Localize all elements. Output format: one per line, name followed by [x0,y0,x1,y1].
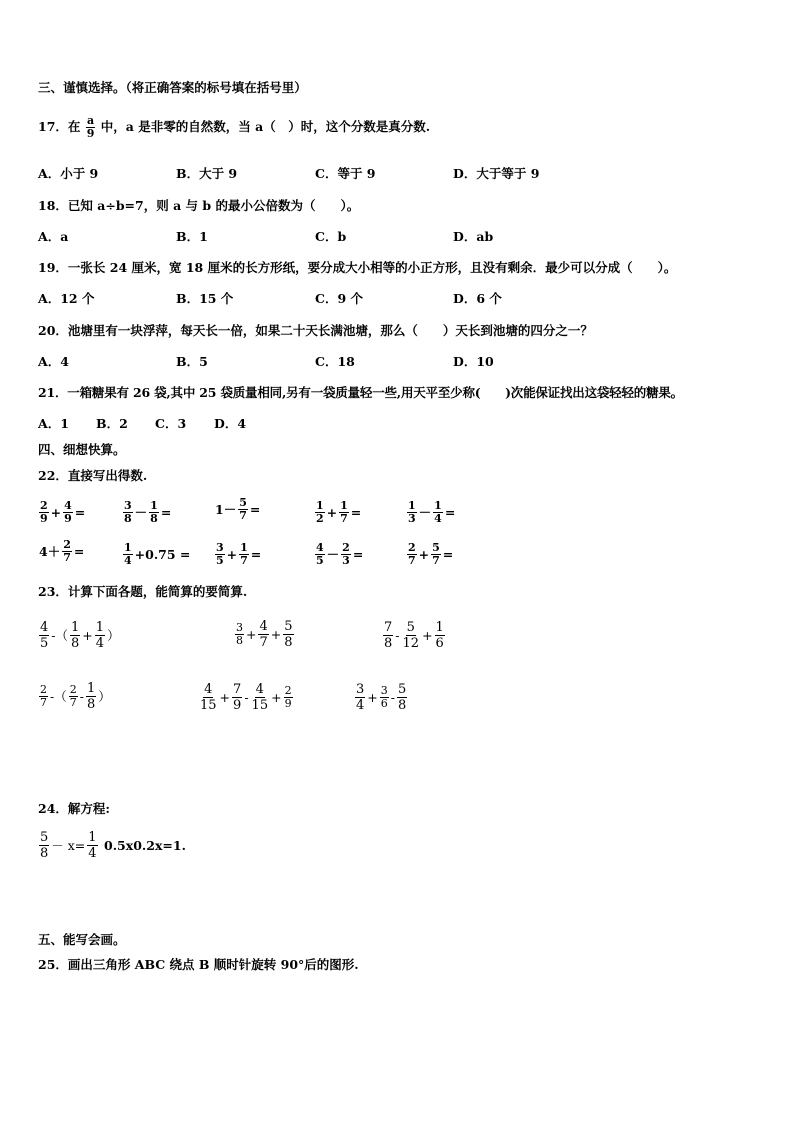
numerator: 4 [64,499,72,512]
option-c[interactable]: C．b [315,229,347,244]
math-item [122,497,172,525]
denominator: 3 [408,512,416,525]
denominator: 7 [432,554,440,567]
denominator: 4 [88,846,97,861]
math-operator: - [395,627,400,643]
question-19: 19．一张长 24 厘米，宽 18 厘米的长方形纸，要分成大小相等的小正方形，且没有剩余．最少可以分成（ ）。 [38,260,677,275]
equation-2: 0.5x0.2x=1. [104,838,186,853]
option-a[interactable]: A．小于 9 [38,166,99,181]
option-d[interactable]: D．4 [214,416,247,431]
question-24-title: 24．解方程: [38,801,111,816]
denominator: 12 [402,636,420,651]
math-operator: - [79,688,84,704]
math-expression [122,542,191,567]
fraction [63,500,73,525]
option-a[interactable]: A．1 [38,416,69,431]
math-item [198,681,294,713]
denominator: 7 [408,554,416,567]
math-operator: + [418,546,430,562]
math-item [214,539,262,567]
math-expression [38,539,85,564]
question-21: 21．一箱糖果有 26 袋,其中 25 袋质量相同,另有一袋质量轻一些,用天平至少称( )次能保证找出这袋轻轻的糖果。 [38,385,683,400]
numerator: 3 [124,499,132,512]
option-b[interactable]: B．2 [96,416,128,431]
fraction [315,500,325,525]
math-operator: － [326,546,340,562]
numerator: 3 [236,621,243,634]
denominator: 6 [380,697,388,710]
math-item [38,681,112,712]
fraction [215,542,225,567]
option-c[interactable]: C．9 个 [315,291,363,306]
numerator: 4 [40,620,49,635]
math-expression [314,500,362,525]
math-operator: = [352,546,364,562]
denominator: 8 [236,634,243,647]
numerator: 7 [384,620,393,635]
denominator: 4 [124,554,132,567]
fraction [284,685,293,710]
math-item [406,539,454,567]
question-text-before: 在 [67,119,81,134]
math-expression [314,542,364,567]
fraction [87,830,97,861]
section-title: 五、能写会画。 [38,932,126,947]
fraction [341,542,351,567]
math-operator: - [390,689,395,705]
option-d[interactable]: D．大于等于 9 [453,166,540,181]
math-expression [406,500,456,525]
option-d[interactable]: D．10 [453,354,494,369]
math-operator: ） [98,688,111,704]
denominator: 8 [398,698,407,713]
math-operator: + [270,626,282,642]
fraction [123,542,133,567]
math-operator: = [350,504,362,520]
math-expression [122,500,172,525]
math-operator: - [244,689,249,705]
math-operator: + [50,504,62,520]
numerator: 1 [95,620,105,635]
fraction [397,682,407,713]
denominator: 2 [316,512,324,525]
denominator: 8 [86,697,96,712]
denominator: 7 [63,551,71,564]
math-operator: = [249,501,261,517]
numerator: 1 [88,830,97,845]
question-17 [38,113,430,141]
math-item [38,619,121,651]
math-item [234,619,295,650]
option-c[interactable]: C．3 [155,416,187,431]
option-c[interactable]: C．18 [315,354,355,369]
math-operator: +0.75 = [134,546,191,562]
denominator: 6 [435,636,444,651]
question-18: 18．已知 a÷b=7，则 a 与 b 的最小公倍数为（ ）。 [38,198,360,213]
fraction [251,682,270,713]
numerator: 3 [216,541,224,554]
fraction [86,681,96,712]
numerator: 5 [398,682,407,697]
math-operator: = [442,546,454,562]
fraction [383,620,393,651]
numerator: 1 [124,541,132,554]
numerator: 1 [340,499,348,512]
fraction [62,539,72,564]
math-operator: + [271,689,282,705]
option-b[interactable]: B．15 个 [176,291,234,306]
denominator: 8 [384,636,393,651]
fraction [232,682,242,713]
math-expression [214,542,262,567]
fraction [199,682,218,713]
math-operator: + [367,689,378,705]
math-expression [38,830,99,861]
math-operator: + [246,626,257,642]
fraction [123,500,133,525]
denominator: 9 [233,698,242,713]
denominator: 9 [284,697,292,710]
numerator: 1 [150,499,158,512]
numerator: 5 [40,830,49,845]
denominator: 4 [95,636,105,651]
math-expression [198,682,294,713]
fraction [39,500,49,525]
numerator: 2 [342,541,350,554]
fraction [315,542,325,567]
math-operator: = [444,504,456,520]
section-title: 三、谨慎选择。（将正确答案的标号填在括号里） [38,80,307,95]
numerator: 2 [40,499,48,512]
numerator: 5 [284,619,293,634]
question-23-title: 23．计算下面各题，能简算的要简算. [38,584,248,599]
option-b[interactable]: B．5 [176,354,208,369]
math-operator: + [82,627,93,643]
fraction: $\frac{a}{9}$ [86,114,95,140]
numerator: 2 [69,683,77,696]
denominator: 7 [239,509,247,522]
math-row [38,539,758,569]
math-operator: － [418,504,432,520]
math-operator: + [226,546,238,562]
denominator: 7 [259,635,268,650]
fraction [239,542,249,567]
question-text-after: 中，a 是非零的自然数，当 a（ ）时，这个分数是真分数. [100,119,431,134]
math-operator: = [160,504,172,520]
math-item [314,539,364,567]
math-item [354,681,408,713]
section-title: 四、细想快算。 [38,442,126,457]
numerator: 5 [432,541,440,554]
math-item [38,497,86,525]
math-operator: + [219,689,231,705]
fraction [39,684,48,709]
math-expression [38,500,86,525]
fraction [39,830,49,861]
numerator: 2 [284,684,292,697]
numerator: 5 [239,496,247,509]
math-expression [406,542,454,567]
numerator: 4 [259,619,268,634]
numerator: 2 [408,541,416,554]
math-operator: = [73,543,85,559]
denominator: 5 [216,554,224,567]
denominator: 3 [342,554,350,567]
math-operator: 1－ [215,501,237,517]
denominator: 7 [69,696,77,709]
math-expression [38,620,121,651]
denominator: 7 [340,512,348,525]
numerator: 7 [233,682,242,697]
denominator: 8 [40,846,49,861]
math-item [406,497,456,525]
fraction [339,500,349,525]
fraction [355,682,365,713]
option-d[interactable]: D．6 个 [453,291,502,306]
option-c[interactable]: C．等于 9 [315,166,376,181]
fraction [69,684,78,709]
option-a[interactable]: A．4 [38,354,69,369]
denominator: 5 [40,636,49,651]
question-25: 25．画出三角形 ABC 绕点 B 顺时针旋转 90°后的图形. [38,957,359,972]
numerator: 5 [406,620,415,635]
fraction [39,620,49,651]
math-operator: + [422,627,433,643]
question-22-title: 22．直接写出得数. [38,468,148,483]
math-expression [354,682,408,713]
denominator: 15 [251,698,269,713]
fraction [433,500,443,525]
denominator: 8 [150,512,158,525]
math-row [38,497,758,527]
denominator: 4 [434,512,442,525]
math-row [38,681,758,721]
denominator: 8 [71,636,80,651]
numerator: 2 [63,538,71,551]
fraction [283,619,293,650]
denominator: 7 [240,554,248,567]
fraction [380,685,389,710]
math-operator: + [326,504,338,520]
math-row [38,619,758,659]
numerator: 3 [356,682,365,697]
math-item [314,497,362,525]
numerator: 1 [435,620,444,635]
denominator: 15 [200,698,217,713]
fraction [95,620,105,651]
denominator: 8 [284,635,293,650]
option-b[interactable]: B．大于 9 [176,166,238,181]
denominator: 9 [64,512,72,525]
math-operator: -（ [51,627,69,643]
denominator: 7 [40,696,47,709]
math-operator: ） [107,627,120,643]
math-item [382,619,446,651]
math-operator: － [134,504,148,520]
math-operator: － x= [51,837,86,853]
fraction [435,620,445,651]
denominator: 5 [316,554,324,567]
fraction [407,542,417,567]
fraction [238,497,248,522]
question-number: 17． [38,119,68,134]
option-a[interactable]: A．a [38,229,69,244]
math-item [214,497,261,522]
option-d[interactable]: D．ab [453,229,494,244]
fraction [70,620,80,651]
math-expression [234,619,295,650]
math-operator: -（ [50,688,67,704]
fraction [402,620,421,651]
numerator: 4 [255,682,264,697]
fraction [235,622,244,647]
option-b[interactable]: B．1 [176,229,208,244]
numerator: 1 [71,620,80,635]
numerator: 2 [40,683,47,696]
numerator: 1 [408,499,416,512]
math-expression [214,497,261,522]
math-expression [382,620,446,651]
numerator: 1 [86,681,96,696]
equation-1 [38,829,99,865]
numerator: 4 [316,541,324,554]
numerator: 1 [316,499,324,512]
fraction [431,542,441,567]
fraction [258,619,268,650]
math-expression [38,681,112,712]
denominator: 9 [40,512,48,525]
math-operator: = [74,504,86,520]
denominator: 8 [124,512,132,525]
math-operator: = [250,546,262,562]
numerator: 1 [240,541,248,554]
math-item [38,539,85,564]
option-a[interactable]: A．12 个 [38,291,95,306]
question-20: 20．池塘里有一块浮萍，每天长一倍，如果二十天长满池塘，那么（ ）天长到池塘的四分之一？ [38,323,593,338]
numerator: 3 [380,684,388,697]
fraction [407,500,417,525]
fraction [149,500,159,525]
numerator: 4 [204,682,213,697]
numerator: 1 [434,499,442,512]
math-operator: 4＋ [39,543,61,559]
denominator: 4 [356,698,365,713]
math-item [122,539,191,567]
